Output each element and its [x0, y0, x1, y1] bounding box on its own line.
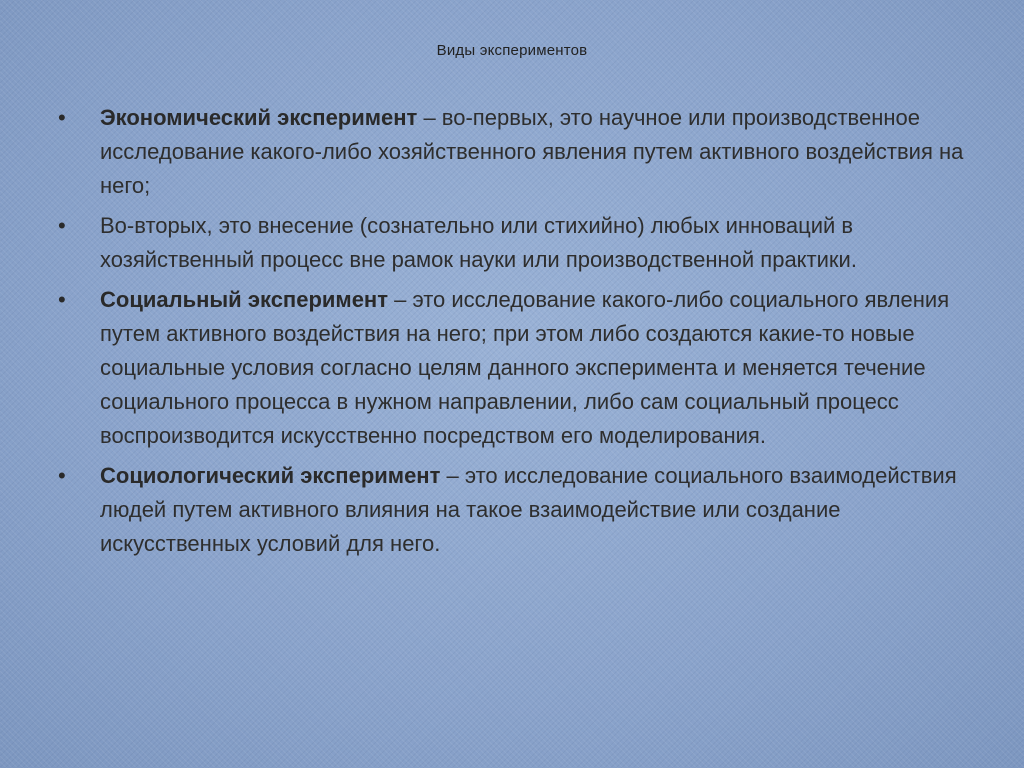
- slide-title: Виды экспериментов: [436, 42, 588, 59]
- bullet-item-secondly: [56, 209, 966, 277]
- bullet-dot-icon: •: [58, 287, 66, 312]
- bullet-item-social: [56, 283, 966, 453]
- bullet-text: – это исследование социального взаимодействия людей путем активного влияния на такое взаимодействие или создание искусственных условий для него.: [100, 463, 957, 556]
- bullet-dot-icon: •: [58, 213, 66, 238]
- bullet-text: – это исследование какого-либо социального явления путем активного воздействия на него; при этом либо создаются какие-то новые социальные условия согласно целям данного эксперимента и меняется течение социального процесса в нужном направлении, либо сам социальный процесс воспроизводится искусственно посредством его моделирования.: [100, 287, 950, 448]
- bullet-term: Экономический эксперимент: [100, 105, 418, 130]
- bullet-dot-icon: •: [58, 105, 66, 130]
- bullet-list: [56, 101, 966, 567]
- bullet-term: Социологический эксперимент: [100, 463, 441, 488]
- bullet-item-economic: [56, 101, 966, 203]
- bullet-text: – во-первых, это научное или производственное исследование какого-либо хозяйственного явления путем активного воздействия на него;: [100, 105, 964, 198]
- bullet-item-sociological: [56, 459, 966, 561]
- bullet-text: Во-вторых, это внесение (сознательно или стихийно) любых инноваций в хозяйственный процесс вне рамок науки или производственной практики.: [100, 213, 857, 272]
- bullet-term: Социальный эксперимент: [100, 287, 388, 312]
- bullet-dot-icon: •: [58, 463, 66, 488]
